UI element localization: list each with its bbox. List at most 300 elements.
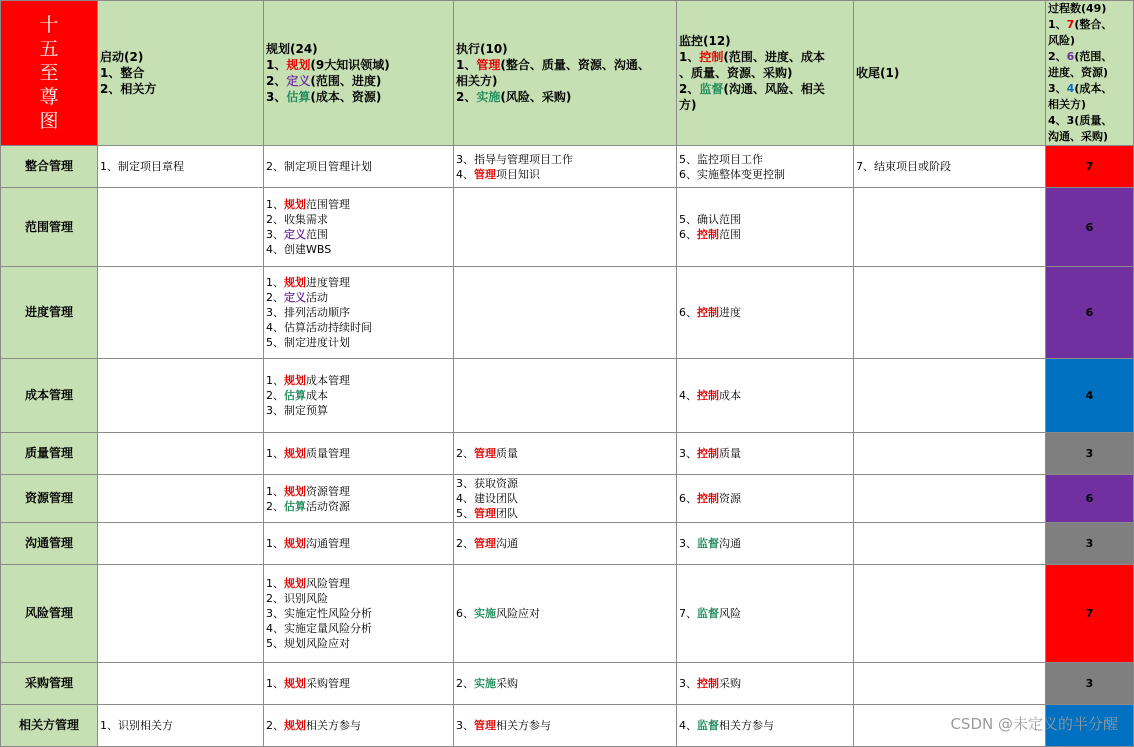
text-line: [679, 212, 853, 227]
highlight-keyword: 规划: [284, 276, 306, 289]
text-line: [266, 388, 453, 403]
text-line: [266, 320, 453, 335]
text-segment: 沟通管理: [306, 537, 350, 550]
highlight-keyword: 规划: [284, 577, 306, 590]
text-line: [266, 57, 453, 73]
text-segment: (9大知识领域): [310, 58, 390, 72]
text-segment: 3、: [456, 719, 474, 732]
monitoring-process-cell: [677, 359, 854, 433]
text-segment: 3、实施定性风险分析: [266, 607, 372, 620]
text-segment: 、质量、资源、采购): [679, 66, 793, 80]
text-segment: 4、: [456, 167, 474, 181]
process-count-cell: 4: [1046, 359, 1134, 433]
text-line: [856, 159, 1045, 174]
text-segment: 1、: [266, 198, 284, 211]
text-segment: 1、: [456, 58, 477, 72]
highlight-keyword: 控制: [697, 447, 719, 460]
knowledge-area-label: 成本管理: [1, 359, 98, 433]
text-segment: 5、制定进度计划: [266, 336, 350, 349]
text-segment: 范围: [306, 228, 328, 241]
text-segment: 采购: [719, 677, 741, 690]
knowledge-area-row: [1, 523, 1134, 565]
text-segment: 1、制定项目章程: [100, 160, 184, 173]
text-line: [679, 718, 853, 733]
text-segment: 2、: [456, 90, 477, 104]
process-count-cell: 7: [1046, 565, 1134, 663]
text-segment: (沟通、风险、相关: [723, 82, 825, 96]
highlight-keyword: 规划: [284, 198, 306, 211]
highlight-keyword: 规划: [284, 677, 306, 690]
text-segment: 沟通: [719, 537, 741, 550]
executing-process-cell: [454, 705, 677, 747]
highlight-keyword: 控制: [697, 228, 719, 241]
planning-process-cell: [264, 359, 454, 433]
text-segment: 采购: [496, 677, 518, 690]
text-line: [266, 275, 453, 290]
text-segment: 3、: [266, 228, 284, 241]
text-segment: (范围、: [1074, 50, 1113, 63]
executing-process-cell: [454, 359, 677, 433]
monitoring-process-cell: [677, 705, 854, 747]
highlight-keyword: 规划: [284, 537, 306, 550]
text-line: [679, 446, 853, 461]
knowledge-area-row: [1, 475, 1134, 523]
text-line: [100, 49, 263, 65]
monitoring-process-cell: [677, 565, 854, 663]
watermark: CSDN @未定义的半分醒: [950, 715, 1118, 733]
text-segment: 方): [679, 98, 697, 112]
knowledge-area-label: 质量管理: [1, 433, 98, 475]
text-segment: 4、估算活动持续时间: [266, 321, 372, 334]
highlight-keyword: 估算: [286, 90, 311, 104]
knowledge-area-label: 整合管理: [1, 146, 98, 188]
highlight-keyword: 监督: [697, 537, 719, 550]
text-segment: 4、3(质量、: [1048, 114, 1113, 127]
text-segment: 相关方参与: [496, 719, 551, 732]
highlight-keyword: 定义: [286, 74, 311, 88]
closing-process-cell: [854, 433, 1046, 475]
text-segment: 范围管理: [306, 198, 350, 211]
planning-process-cell: [264, 663, 454, 705]
text-line: [266, 242, 453, 257]
text-segment: 1、: [266, 374, 284, 387]
highlight-keyword: 实施: [474, 607, 496, 620]
process-count-cell: 3: [1046, 663, 1134, 705]
highlight-keyword: 管理: [474, 167, 496, 181]
text-segment: 1、识别相关方: [100, 719, 173, 732]
text-segment: 5、: [456, 507, 474, 520]
text-segment: 3、指导与管理项目工作: [456, 152, 573, 166]
text-segment: (成本、资源): [310, 90, 382, 104]
text-segment: 2、: [456, 537, 474, 550]
highlight-keyword: 管理: [476, 58, 501, 72]
text-segment: 采购管理: [306, 677, 350, 690]
process-count-cell: 6: [1046, 267, 1134, 359]
text-line: [266, 305, 453, 320]
highlight-keyword: 定义: [284, 291, 306, 304]
text-line: [1048, 97, 1133, 113]
initiating-process-cell: [98, 267, 264, 359]
highlight-keyword: 管理: [474, 719, 496, 732]
text-segment: 相关方): [456, 74, 498, 88]
text-segment: 2、: [266, 291, 284, 304]
knowledge-area-row: [1, 267, 1134, 359]
text-line: [266, 606, 453, 621]
highlight-keyword: 控制: [697, 306, 719, 319]
text-line: [456, 476, 676, 491]
text-segment: 3、: [266, 90, 287, 104]
text-line: [456, 718, 676, 733]
highlight-keyword: 7: [1066, 18, 1075, 31]
text-segment: (整合、: [1074, 18, 1113, 31]
executing-process-cell: [454, 267, 677, 359]
knowledge-area-label: 进度管理: [1, 267, 98, 359]
highlight-keyword: 控制: [697, 677, 719, 690]
text-segment: 5、确认范围: [679, 213, 741, 226]
closing-process-cell: [854, 663, 1046, 705]
knowledge-area-label: 资源管理: [1, 475, 98, 523]
text-segment: 1、: [266, 58, 287, 72]
text-segment: 5、监控项目工作: [679, 152, 763, 166]
text-segment: 启动(2): [100, 50, 144, 64]
monitoring-process-cell: [677, 188, 854, 267]
text-line: [266, 159, 453, 174]
text-segment: (风险、采购): [500, 90, 572, 104]
initiating-process-cell: [98, 146, 264, 188]
text-line: [266, 591, 453, 606]
text-segment: 6、: [679, 306, 697, 319]
text-line: [100, 159, 263, 174]
text-segment: 7、结束项目或阶段: [856, 160, 951, 173]
text-line: [679, 676, 853, 691]
text-segment: 成本管理: [306, 374, 350, 387]
text-line: [266, 41, 453, 57]
text-segment: 2、: [266, 719, 284, 732]
text-line: [266, 403, 453, 418]
knowledge-area-row: [1, 663, 1134, 705]
text-segment: 质量管理: [306, 447, 350, 460]
text-line: [266, 718, 453, 733]
text-line: [266, 621, 453, 636]
text-line: [679, 167, 853, 182]
text-segment: 1、: [679, 50, 700, 64]
text-segment: 3、: [679, 677, 697, 690]
text-line: [456, 89, 676, 105]
text-segment: 进度、资源): [1048, 66, 1109, 79]
closing-process-cell: [854, 565, 1046, 663]
initiating-process-cell: [98, 359, 264, 433]
text-segment: 1、: [1048, 18, 1067, 31]
text-segment: 2、收集需求: [266, 213, 328, 226]
text-line: [266, 446, 453, 461]
text-line: [456, 73, 676, 89]
knowledge-area-row: [1, 433, 1134, 475]
highlight-keyword: 4: [1066, 82, 1075, 95]
text-segment: 2、: [266, 499, 284, 513]
text-line: [266, 576, 453, 591]
highlight-keyword: 控制: [697, 389, 719, 402]
knowledge-area-label: 相关方管理: [1, 705, 98, 747]
text-line: [266, 499, 453, 514]
text-segment: 2、: [266, 74, 287, 88]
text-line: [679, 65, 853, 81]
executing-process-cell: [454, 433, 677, 475]
title-char: 十: [39, 14, 59, 36]
process-count-cell: 6: [1046, 188, 1134, 267]
executing-process-cell: [454, 475, 677, 523]
text-line: [266, 197, 453, 212]
text-segment: 风险应对: [496, 607, 540, 620]
text-segment: 项目知识: [496, 167, 540, 181]
text-segment: 2、相关方: [100, 82, 157, 96]
header-planning: [264, 1, 454, 146]
text-line: [266, 73, 453, 89]
text-segment: 2、: [456, 677, 474, 690]
text-segment: 团队: [496, 507, 518, 520]
text-line: [456, 41, 676, 57]
highlight-keyword: 估算: [284, 499, 306, 513]
text-line: [1048, 65, 1133, 81]
text-segment: 风险管理: [306, 577, 350, 590]
text-segment: 质量: [719, 447, 741, 460]
text-line: [266, 227, 453, 242]
text-segment: 1、: [266, 484, 284, 498]
title-cell: [1, 1, 98, 146]
text-segment: 3、: [679, 537, 697, 550]
executing-process-cell: [454, 523, 677, 565]
highlight-keyword: 控制: [699, 50, 724, 64]
knowledge-area-row: [1, 188, 1134, 267]
text-segment: 质量: [496, 447, 518, 460]
closing-process-cell: [854, 188, 1046, 267]
text-segment: 沟通: [496, 537, 518, 550]
text-segment: 3、: [1048, 82, 1067, 95]
initiating-process-cell: [98, 705, 264, 747]
planning-process-cell: [264, 188, 454, 267]
text-segment: 进度: [719, 306, 741, 319]
text-segment: (范围、进度、成本: [723, 50, 825, 64]
planning-process-cell: [264, 146, 454, 188]
text-line: [679, 536, 853, 551]
initiating-process-cell: [98, 188, 264, 267]
text-segment: 4、: [679, 719, 697, 732]
planning-process-cell: [264, 523, 454, 565]
monitoring-process-cell: [677, 663, 854, 705]
text-line: [1048, 1, 1133, 17]
text-segment: 3、制定预算: [266, 404, 328, 417]
text-segment: 1、: [266, 276, 284, 289]
text-line: [856, 65, 1045, 81]
text-line: [456, 152, 676, 167]
monitoring-process-cell: [677, 146, 854, 188]
text-segment: 规划(24): [266, 42, 318, 56]
knowledge-area-label: 风险管理: [1, 565, 98, 663]
monitoring-process-cell: [677, 523, 854, 565]
text-segment: (成本、: [1074, 82, 1113, 95]
text-segment: 范围: [719, 228, 741, 241]
text-line: [266, 373, 453, 388]
text-line: [1048, 81, 1133, 97]
title-char: 尊: [39, 86, 59, 108]
header-process-count: [1046, 1, 1134, 146]
initiating-process-cell: [98, 663, 264, 705]
knowledge-area-label: 范围管理: [1, 188, 98, 267]
monitoring-process-cell: [677, 267, 854, 359]
text-segment: 进度管理: [306, 276, 350, 289]
header-initiating: [98, 1, 264, 146]
highlight-keyword: 规划: [284, 484, 306, 498]
knowledge-area-label: 采购管理: [1, 663, 98, 705]
text-segment: 相关方参与: [719, 719, 774, 732]
planning-process-cell: [264, 475, 454, 523]
highlight-keyword: 实施: [474, 677, 496, 690]
text-segment: 2、: [1048, 50, 1067, 63]
text-line: [100, 718, 263, 733]
highlight-keyword: 控制: [697, 492, 719, 505]
monitoring-process-cell: [677, 475, 854, 523]
knowledge-area-row: [1, 565, 1134, 663]
text-segment: 6、: [456, 607, 474, 620]
text-segment: 4、创建WBS: [266, 243, 332, 256]
text-line: [266, 484, 453, 499]
text-line: [456, 506, 676, 521]
text-line: [456, 446, 676, 461]
process-count-cell: 3: [1046, 523, 1134, 565]
initiating-process-cell: [98, 523, 264, 565]
header-monitoring: [677, 1, 854, 146]
executing-process-cell: [454, 188, 677, 267]
text-line: [456, 491, 676, 506]
highlight-keyword: 管理: [474, 507, 496, 520]
closing-process-cell: [854, 523, 1046, 565]
text-line: [456, 676, 676, 691]
text-line: [266, 676, 453, 691]
text-line: [1048, 49, 1133, 65]
text-segment: 3、: [679, 447, 697, 460]
initiating-process-cell: [98, 433, 264, 475]
highlight-keyword: 规划: [284, 719, 306, 732]
highlight-keyword: 规划: [286, 58, 311, 72]
text-segment: 2、: [456, 447, 474, 460]
text-segment: 6、: [679, 492, 697, 505]
text-segment: 3、排列活动顺序: [266, 306, 350, 319]
knowledge-area-row: [1, 146, 1134, 188]
closing-process-cell: [854, 267, 1046, 359]
text-segment: (整合、质量、资源、沟通、: [500, 58, 650, 72]
text-segment: 1、整合: [100, 66, 145, 80]
text-segment: 2、: [679, 82, 700, 96]
text-segment: 执行(10): [456, 42, 508, 56]
text-segment: 成本: [719, 389, 741, 402]
highlight-keyword: 监督: [697, 719, 719, 732]
text-segment: 相关方): [1048, 98, 1087, 111]
highlight-keyword: 监督: [697, 607, 719, 620]
text-line: [266, 290, 453, 305]
text-segment: 4、建设团队: [456, 492, 518, 505]
text-segment: 4、: [679, 389, 697, 402]
closing-process-cell: [854, 146, 1046, 188]
closing-process-cell: [854, 475, 1046, 523]
text-line: [100, 81, 263, 97]
text-segment: 4、实施定量风险分析: [266, 622, 372, 635]
highlight-keyword: 规划: [284, 447, 306, 460]
text-segment: 2、: [266, 389, 284, 402]
title-char: 五: [39, 38, 59, 60]
highlight-keyword: 定义: [284, 228, 306, 241]
text-line: [266, 536, 453, 551]
executing-process-cell: [454, 663, 677, 705]
text-segment: 活动资源: [306, 499, 350, 513]
text-line: [1048, 17, 1133, 33]
title-char: 至: [39, 62, 59, 84]
text-line: [456, 606, 676, 621]
text-line: [679, 388, 853, 403]
initiating-process-cell: [98, 475, 264, 523]
text-line: [266, 212, 453, 227]
text-line: [679, 49, 853, 65]
process-count-cell: 7: [1046, 146, 1134, 188]
executing-process-cell: [454, 146, 677, 188]
process-count-cell: 3: [1046, 433, 1134, 475]
text-line: [456, 57, 676, 73]
text-segment: 沟通、采购): [1048, 130, 1109, 143]
text-line: [1048, 33, 1133, 49]
text-segment: 1、: [266, 577, 284, 590]
highlight-keyword: 6: [1066, 50, 1075, 63]
text-line: [266, 636, 453, 651]
text-line: [679, 305, 853, 320]
highlight-keyword: 监督: [699, 82, 724, 96]
text-segment: 资源: [719, 492, 741, 505]
text-line: [679, 491, 853, 506]
planning-process-cell: [264, 705, 454, 747]
highlight-keyword: 估算: [284, 389, 306, 402]
text-segment: 风险: [719, 607, 741, 620]
text-line: [456, 167, 676, 182]
header-executing: [454, 1, 677, 146]
text-line: [679, 97, 853, 113]
text-segment: 过程数(49): [1048, 2, 1107, 15]
text-line: [266, 335, 453, 350]
knowledge-area-row: [1, 359, 1134, 433]
planning-process-cell: [264, 433, 454, 475]
text-segment: 资源管理: [306, 484, 350, 498]
text-segment: 5、规划风险应对: [266, 637, 350, 650]
process-count-cell: 6: [1046, 475, 1134, 523]
text-line: [456, 536, 676, 551]
header-closing: [854, 1, 1046, 146]
text-segment: 1、: [266, 537, 284, 550]
highlight-keyword: 管理: [474, 447, 496, 460]
text-segment: 监控(12): [679, 34, 731, 48]
text-line: [1048, 113, 1133, 129]
text-segment: 6、: [679, 228, 697, 241]
text-segment: (范围、进度): [310, 74, 382, 88]
text-line: [679, 81, 853, 97]
text-segment: 收尾(1): [856, 66, 900, 80]
title-char: 图: [39, 110, 59, 132]
text-segment: 成本: [306, 389, 328, 402]
text-segment: 1、: [266, 447, 284, 460]
knowledge-area-label: 沟通管理: [1, 523, 98, 565]
text-line: [679, 606, 853, 621]
text-segment: 2、识别风险: [266, 592, 328, 605]
text-segment: 相关方参与: [306, 719, 361, 732]
text-line: [679, 152, 853, 167]
planning-process-cell: [264, 267, 454, 359]
highlight-keyword: 规划: [284, 374, 306, 387]
planning-process-cell: [264, 565, 454, 663]
